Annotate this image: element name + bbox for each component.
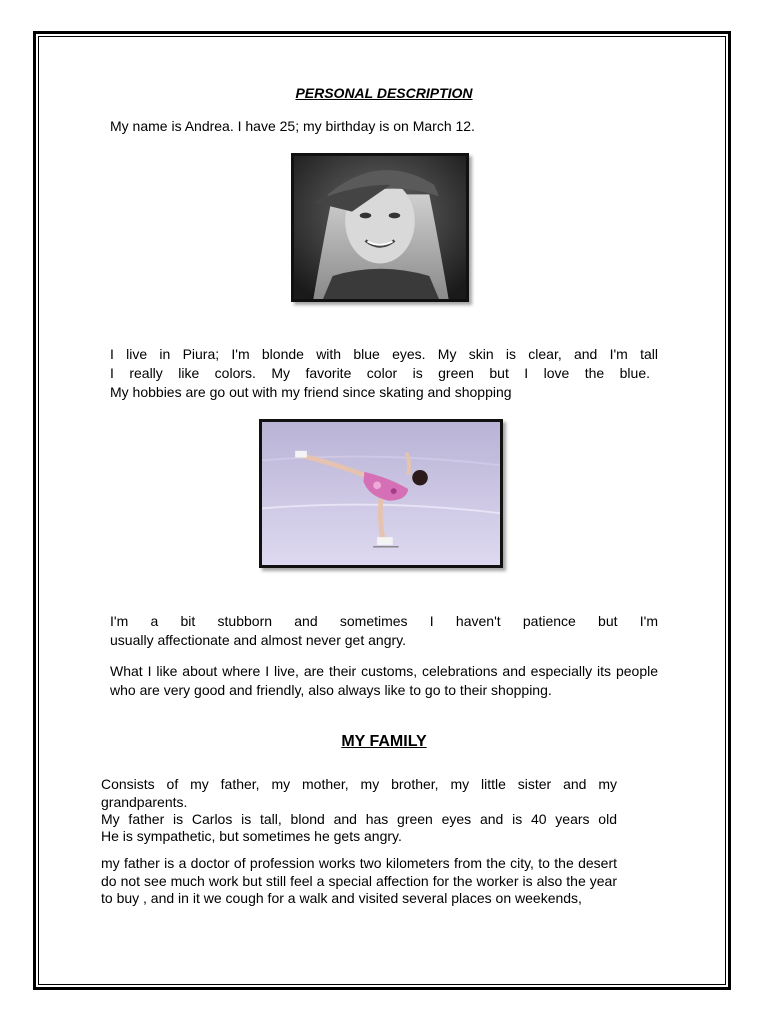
page-title: PERSONAL DESCRIPTION xyxy=(295,85,473,101)
personality-line-2: usually affectionate and almost never get angry. xyxy=(110,632,406,648)
family-line-2: grandparents. xyxy=(101,794,188,810)
father-work-paragraph: my father is a doctor of profession works two kilometers from the city, to the desert do not see much work but still feel a special affection for the worker is also the year to buy , and in it we cough for a walk and visited several places on weekends, xyxy=(101,855,617,906)
family-heading: MY FAMILY xyxy=(341,733,427,750)
personality-line-1: I'm a bit stubborn and sometimes I haven't patience but I'm xyxy=(110,613,658,629)
skater-photo xyxy=(259,419,503,568)
intro-text: My name is Andrea. I have 25; my birthday is on March 12. xyxy=(110,118,475,134)
family-line-1: Consists of my father, my mother, my brother, my little sister and my xyxy=(101,776,617,792)
description-line-2: I really like colors. My favorite color is green but I love the blue. xyxy=(110,365,650,381)
description-line-3: My hobbies are go out with my friend since skating and shopping xyxy=(110,384,512,400)
family-line-4: He is sympathetic, but sometimes he gets angry. xyxy=(101,828,402,844)
place-paragraph: What I like about where I live, are their customs, celebrations and especially its people who are very good and friendly, also always like to go to their shopping. xyxy=(110,663,658,698)
family-line-3: My father is Carlos is tall, blond and has green eyes and is 40 years old xyxy=(101,811,617,827)
description-line-1: I live in Piura; I'm blonde with blue eyes. My skin is clear, and I'm tall xyxy=(110,346,658,362)
portrait-photo xyxy=(291,153,469,302)
